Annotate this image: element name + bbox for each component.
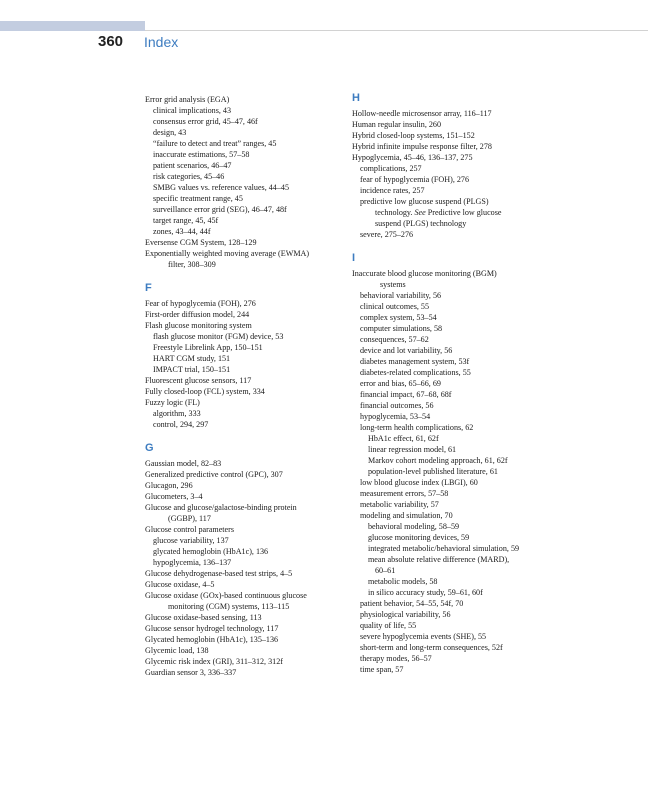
section-letter: I [352, 252, 356, 264]
index-subentry: financial outcomes, 56 [360, 401, 434, 410]
index-entry: Flash glucose monitoring system [145, 321, 252, 330]
section-letter: F [145, 282, 152, 294]
index-subentry: device and lot variability, 56 [360, 346, 453, 355]
index-entry: Glycemic load, 138 [145, 646, 209, 655]
index-entry: First-order diffusion model, 244 [145, 310, 250, 319]
index-entry: Fuzzy logic (FL) [145, 398, 200, 407]
page-number: 360 [98, 33, 124, 50]
index-subentry: systems [380, 280, 406, 289]
index-subentry: diabetes-related complications, 55 [360, 368, 471, 377]
index-column-right [352, 92, 592, 675]
index-subentry: zones, 43–44, 44f [153, 227, 211, 236]
index-entry: Glycemic risk index (GRI), 311–312, 312f [145, 657, 283, 666]
index-subentry: monitoring (CGM) systems, 113–115 [168, 602, 290, 611]
index-subentry: fear of hypoglycemia (FOH), 276 [360, 175, 470, 184]
index-entry: Eversense CGM System, 128–129 [145, 238, 257, 247]
index-subentry: glycated hemoglobin (HbA1c), 136 [153, 547, 269, 556]
index-subentry: complex system, 53–54 [360, 313, 437, 322]
index-entry-text: Predictive low glucose [425, 208, 502, 217]
index-entry: Glucose control parameters [145, 525, 234, 534]
index-subentry: physiological variability, 56 [360, 610, 451, 619]
index-subentry: consequences, 57–62 [360, 335, 429, 344]
running-head: Index [144, 34, 179, 50]
index-subentry: design, 43 [153, 128, 187, 137]
index-entry: Hybrid closed-loop systems, 151–152 [352, 131, 475, 140]
index-subentry: severe, 275–276 [360, 230, 414, 239]
index-entry: Generalized predictive control (GPC), 307 [145, 470, 283, 479]
index-subentry: low blood glucose index (LBGI), 60 [360, 478, 478, 487]
index-subentry: short-term and long-term consequences, 52f [360, 643, 503, 652]
index-subentry: incidence rates, 257 [360, 186, 425, 195]
index-entry: Exponentially weighted moving average (EWMA) [145, 249, 310, 258]
index-subentry: behavioral modeling, 58–59 [368, 522, 460, 531]
index-subentry: severe hypoglycemia events (SHE), 55 [360, 632, 487, 641]
index-subentry: target range, 45, 45f [153, 216, 219, 225]
index-entry-text: technology. [375, 208, 415, 217]
index-subentry: (GGBP), 117 [168, 514, 211, 523]
index-subentry: specific treatment range, 45 [153, 194, 243, 203]
index-entry: Glucose oxidase, 4–5 [145, 580, 215, 589]
index-subentry: SMBG values vs. reference values, 44–45 [153, 183, 289, 192]
index-entry: Glucagon, 296 [145, 481, 193, 490]
index-entry: Glucose sensor hydrogel technology, 117 [145, 624, 279, 633]
section-letter: G [145, 442, 154, 454]
index-subentry: 60–61 [375, 566, 396, 575]
index-subentry: control, 294, 297 [153, 420, 209, 429]
index-entry: Fear of hypoglycemia (FOH), 276 [145, 299, 256, 308]
section-letter: H [352, 92, 360, 104]
see-reference: See [414, 208, 426, 217]
index-subentry: patient behavior, 54–55, 54f, 70 [360, 599, 464, 608]
index-subentry: modeling and simulation, 70 [360, 511, 453, 520]
index-subentry: inaccurate estimations, 57–58 [153, 150, 250, 159]
index-entry [352, 207, 592, 218]
index-subentry: consensus error grid, 45–47, 46f [153, 117, 258, 126]
index-subentry: filter, 308–309 [168, 260, 216, 269]
index-subentry: flash glucose monitor (FGM) device, 53 [153, 332, 284, 341]
index-subentry: glucose monitoring devices, 59 [368, 533, 470, 542]
index-entry: Inaccurate blood glucose monitoring (BGM) [352, 269, 497, 278]
index-entry: Error grid analysis (EGA) [145, 95, 230, 104]
index-subentry: Markov cohort modeling approach, 61, 62f [368, 456, 508, 465]
index-subentry: IMPACT trial, 150–151 [153, 365, 231, 374]
index-entry: Glucose dehydrogenase-based test strips, 4–5 [145, 569, 293, 578]
index-subentry: hypoglycemia, 136–137 [153, 558, 232, 567]
index-column-left [145, 94, 345, 678]
index-subentry: behavioral variability, 56 [360, 291, 442, 300]
index-subentry: time span, 57 [360, 665, 404, 674]
index-entry: Hollow-needle microsensor array, 116–117 [352, 109, 492, 118]
index-subentry: complications, 257 [360, 164, 422, 173]
index-subentry: therapy modes, 56–57 [360, 654, 432, 663]
index-subentry: long-term health complications, 62 [360, 423, 474, 432]
index-subentry: suspend (PLGS) technology [375, 219, 467, 228]
index-entry: Glucose and glucose/galactose-binding protein [145, 503, 297, 512]
index-subentry: quality of life, 55 [360, 621, 417, 630]
index-entry: Glucose oxidase (GOx)-based continuous glucose [145, 591, 307, 600]
index-subentry: HART CGM study, 151 [153, 354, 231, 363]
index-subentry: computer simulations, 58 [360, 324, 443, 333]
index-entry: Gaussian model, 82–83 [145, 459, 222, 468]
header-accent-bar [0, 21, 145, 31]
index-subentry: algorithm, 333 [153, 409, 201, 418]
index-subentry: metabolic variability, 57 [360, 500, 439, 509]
index-subentry: financial impact, 67–68, 68f [360, 390, 452, 399]
index-subentry: HbA1c effect, 61, 62f [368, 434, 439, 443]
index-subentry: mean absolute relative difference (MARD), [368, 555, 510, 564]
index-subentry: glucose variability, 137 [153, 536, 229, 545]
index-subentry: surveillance error grid (SEG), 46–47, 48f [153, 205, 287, 214]
index-subentry: diabetes management system, 53f [360, 357, 470, 366]
index-entry: Hybrid infinite impulse response filter, 278 [352, 142, 492, 151]
index-entry: Fully closed-loop (FCL) system, 334 [145, 387, 265, 396]
index-subentry: metabolic models, 58 [368, 577, 438, 586]
index-entry: Hypoglycemia, 45–46, 136–137, 275 [352, 153, 473, 162]
index-subentry: in silico accuracy study, 59–61, 60f [368, 588, 483, 597]
index-entry: Fluorescent glucose sensors, 117 [145, 376, 252, 385]
index-subentry: Freestyle Librelink App, 150–151 [153, 343, 263, 352]
index-entry: Human regular insulin, 260 [352, 120, 442, 129]
index-subentry: hypoglycemia, 53–54 [360, 412, 431, 421]
index-subentry: clinical implications, 43 [153, 106, 231, 115]
index-subentry: measurement errors, 57–58 [360, 489, 449, 498]
index-entry: Glycated hemoglobin (HbA1c), 135–136 [145, 635, 279, 644]
index-subentry: patient scenarios, 46–47 [153, 161, 232, 170]
index-subentry: population-level published literature, 61 [368, 467, 498, 476]
index-subentry: error and bias, 65–66, 69 [360, 379, 441, 388]
index-subentry: integrated metabolic/behavioral simulation, 59 [368, 544, 520, 553]
header-rule [145, 30, 648, 31]
index-subentry: risk categories, 45–46 [153, 172, 225, 181]
index-entry: Guardian sensor 3, 336–337 [145, 668, 237, 677]
index-subentry: predictive low glucose suspend (PLGS) [360, 197, 489, 206]
index-subentry: linear regression model, 61 [368, 445, 457, 454]
index-entry: Glucometers, 3–4 [145, 492, 203, 501]
index-subentry: “failure to detect and treat” ranges, 45 [153, 139, 277, 148]
index-subentry: clinical outcomes, 55 [360, 302, 430, 311]
index-entry: Glucose oxidase-based sensing, 113 [145, 613, 262, 622]
